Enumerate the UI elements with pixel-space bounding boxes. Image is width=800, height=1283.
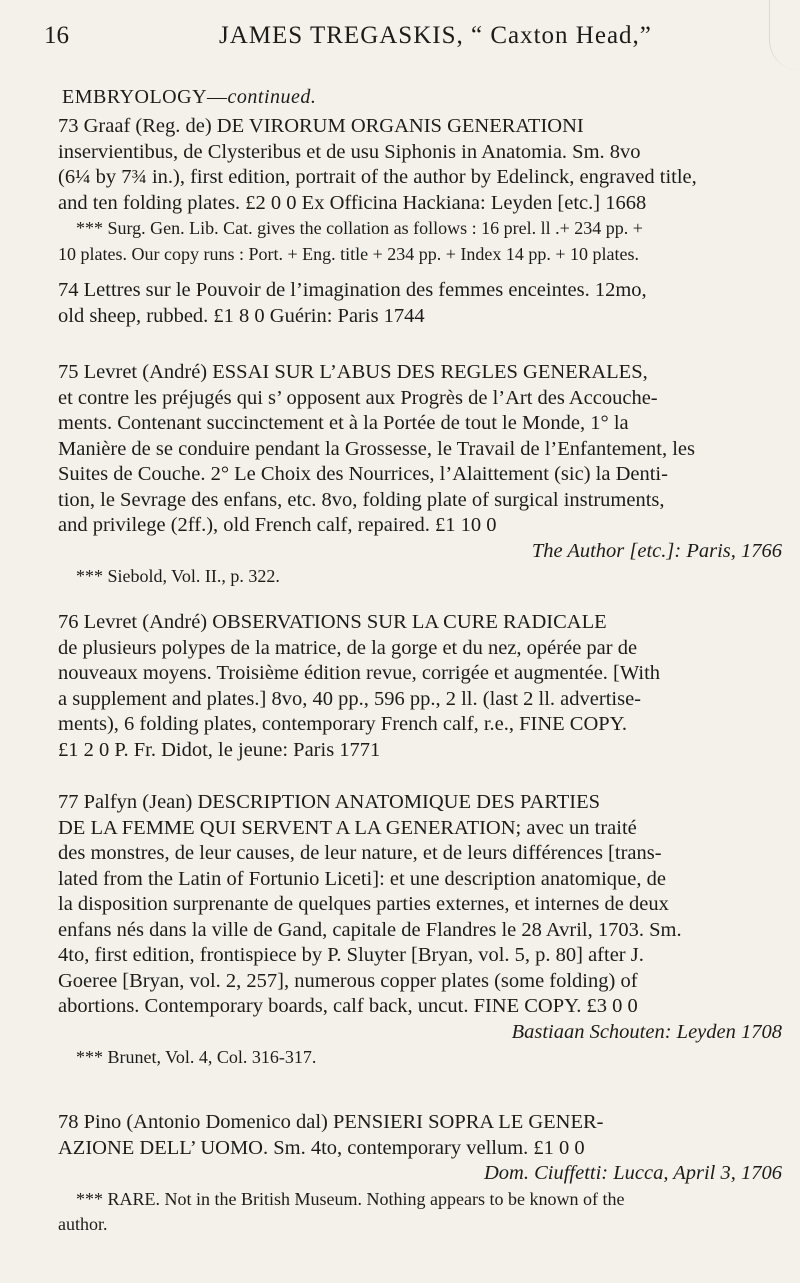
entry-imprint: Bastiaan Schouten: Leyden 1708 (511, 1020, 782, 1043)
entry-line: tion, le Sevrage des enfans, etc. 8vo, folding plate of surgical instruments, (58, 488, 665, 511)
page-header (44, 22, 780, 62)
section-title (62, 86, 316, 109)
entry-line: et contre les préjugés qui s’ opposent aux Progrès de l’Art des Accouche- (58, 386, 658, 409)
catalogue-entry-77 (58, 790, 782, 1071)
entry-line: inservientibus, de Clysteribus et de usu Siphonis in Anatomia. Sm. 8vo (58, 140, 641, 163)
running-head: JAMES TREGASKIS, “ Caxton Head,” (219, 22, 652, 49)
entry-note-line: *** RARE. Not in the British Museum. Nothing appears to be known of the (76, 1188, 625, 1209)
entry-note-line: 10 plates. Our copy runs : Port. + Eng. title + 234 pp. + Index 14 pp. + 10 plates. (58, 243, 640, 264)
entry-line: old sheep, rubbed. £1 8 0 Guérin: Paris 1744 (58, 304, 425, 327)
page-number: 16 (44, 22, 69, 49)
entry-line: a supplement and plates.] 8vo, 40 pp., 596 pp., 2 ll. (last 2 ll. advertise- (58, 687, 641, 710)
entry-line: ments. Contenant succinctement et à la Portée de tout le Monde, 1° la (58, 412, 629, 434)
entry-line: 73 Graaf (Reg. de) DE VIRORUM ORGANIS GENERATIONI (58, 115, 584, 137)
entry-imprint: The Author [etc.]: Paris, 1766 (531, 539, 782, 562)
entry-imprint: Dom. Ciuffetti: Lucca, April 3, 1706 (483, 1162, 782, 1184)
entry-note-line: *** Brunet, Vol. 4, Col. 316-317. (76, 1047, 317, 1067)
entry-line: 78 Pino (Antonio Domenico dal) PENSIERI SOPRA LE GENER- (58, 1111, 604, 1133)
entry-line: des monstres, de leur causes, de leur nature, et de leurs différences [trans- (58, 842, 662, 864)
entry-note-line: *** Surg. Gen. Lib. Cat. gives the collation as follows : 16 prel. ll .+ 234 pp. + (76, 218, 643, 238)
entry-line: 4to, first edition, frontispiece by P. Sluyter [Bryan, vol. 5, p. 80] after J. (58, 944, 644, 966)
entry-line: 77 Palfyn (Jean) DESCRIPTION ANATOMIQUE DES PARTIES (58, 791, 601, 813)
entry-line: abortions. Contemporary boards, calf back, uncut. FINE COPY. £3 0 0 (58, 995, 638, 1017)
catalogue-entry-75 (58, 360, 782, 590)
entry-note-line: *** Siebold, Vol. II., p. 322. (76, 566, 280, 586)
entry-line: la disposition surprenante de quelques parties externes, et internes de deux (58, 893, 669, 915)
entry-line: and ten folding plates. £2 0 0 Ex Officina Hackiana: Leyden [etc.] 1668 (58, 191, 647, 214)
catalogue-entry-74 (58, 278, 782, 329)
entry-line: Goeree [Bryan, vol. 2, 257], numerous copper plates (some folding) of (58, 969, 638, 992)
entry-line: lated from the Latin of Fortunio Liceti]: et une description anatomique, de (58, 867, 666, 890)
entry-line: 76 Levret (André) OBSERVATIONS SUR LA CURE RADICALE (58, 611, 607, 633)
entry-line: AZIONE DELL’ UOMO. Sm. 4to, contemporary vellum. £1 0 0 (58, 1136, 585, 1159)
entry-line: and privilege (2ff.), old French calf, repaired. £1 10 0 (58, 514, 497, 536)
catalogue-entry-76 (58, 610, 782, 763)
entry-line: Manière de se conduire pendant la Grossesse, le Travail de l’Enfantement, les (58, 437, 696, 460)
entry-line: enfans nés dans la ville de Gand, capitale de Flandres le 28 Avril, 1703. Sm. (58, 918, 682, 941)
section-title-main: EMBRYOLOGY— (62, 86, 228, 108)
entry-line: 74 Lettres sur le Pouvoir de l’imagination des femmes enceintes. 12mo, (58, 279, 647, 301)
catalogue-entry-73 (58, 114, 782, 267)
entry-line: ments), 6 folding plates, contemporary French calf, r.e., FINE COPY. (58, 713, 627, 735)
entry-line: £1 2 0 P. Fr. Didot, le jeune: Paris 1771 (58, 738, 381, 761)
catalogue-entry-78 (58, 1110, 782, 1238)
entry-line: 75 Levret (André) ESSAI SUR L’ABUS DES REGLES GENERALES, (58, 361, 648, 383)
entry-line: nouveaux moyens. Troisième édition revue, corrigée et augmentée. [With (58, 662, 661, 684)
entry-line: (6¼ by 7¾ in.), first edition, portrait of the author by Edelinck, engraved title, (58, 166, 697, 188)
section-title-continued: continued. (227, 86, 317, 108)
entry-line: de plusieurs polypes de la matrice, de la gorge et du nez, opérée par de (58, 636, 638, 659)
entry-line: Suites de Couche. 2° Le Choix des Nourrices, l’Alaittement (sic) la Denti- (58, 463, 668, 485)
entry-line: DE LA FEMME QUI SERVENT A LA GENERATION; avec un traité (58, 816, 637, 839)
entry-note-line: author. (58, 1214, 108, 1234)
